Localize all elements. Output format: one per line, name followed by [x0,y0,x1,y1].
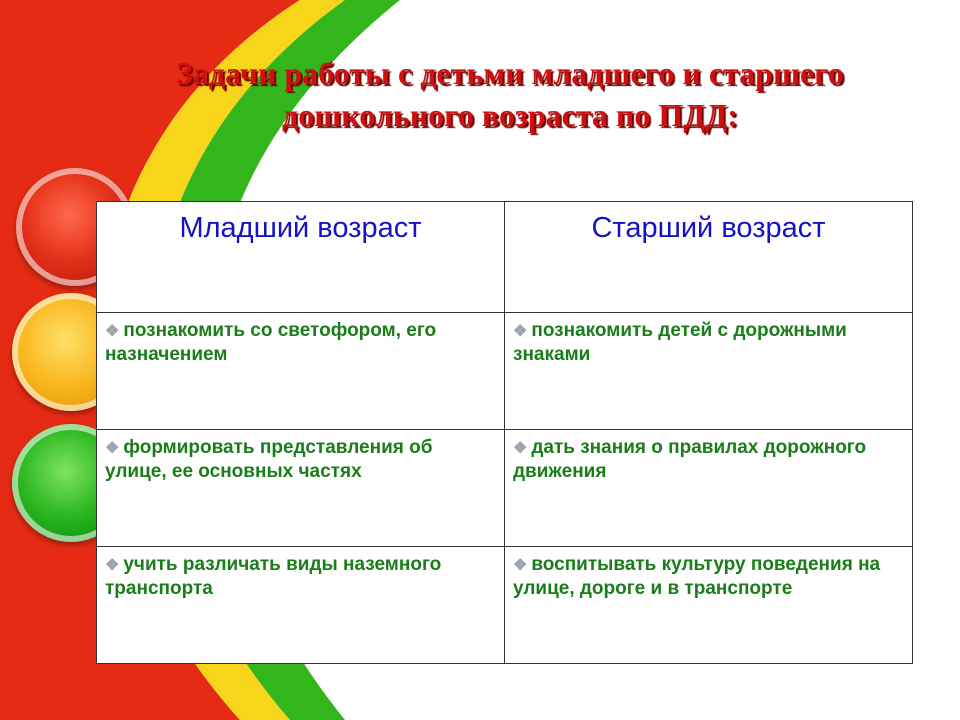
table-row [97,313,913,430]
table-header-row [97,202,913,313]
bullet-icon: ❖ [513,323,528,340]
bullet-icon: ❖ [513,557,528,574]
bullet-icon: ❖ [105,557,120,574]
cell-text: познакомить детей с дорожными знаками [513,320,847,365]
bullet-icon: ❖ [513,440,528,457]
cell-text: воспитывать культуру поведения на улице, дороге и в транспорте [513,554,881,599]
cell-senior [505,547,913,664]
table-row [97,547,913,664]
page-title [80,52,940,136]
table-row [97,430,913,547]
cell-text: учить различать виды наземного транспорта [105,554,442,599]
title-line-1: Задачи работы с детьми младшего и старшего [176,55,844,91]
tasks-table [96,201,913,664]
cell-text: познакомить со светофором, его назначением [105,320,437,365]
title-line-2: дошкольного возраста по ПДД: [282,97,738,133]
header-senior-age: Старший возраст [505,202,913,313]
header-junior-age: Младший возраст [97,202,505,313]
cell-text: дать знания о правилах дорожного движения [513,437,867,482]
bullet-icon: ❖ [105,323,120,340]
cell-senior [505,430,913,547]
cell-junior [97,547,505,664]
bullet-icon: ❖ [105,440,120,457]
cell-junior [97,313,505,430]
cell-junior [97,430,505,547]
cell-text: формировать представления об улице, ее основных частях [105,437,433,482]
cell-senior [505,313,913,430]
